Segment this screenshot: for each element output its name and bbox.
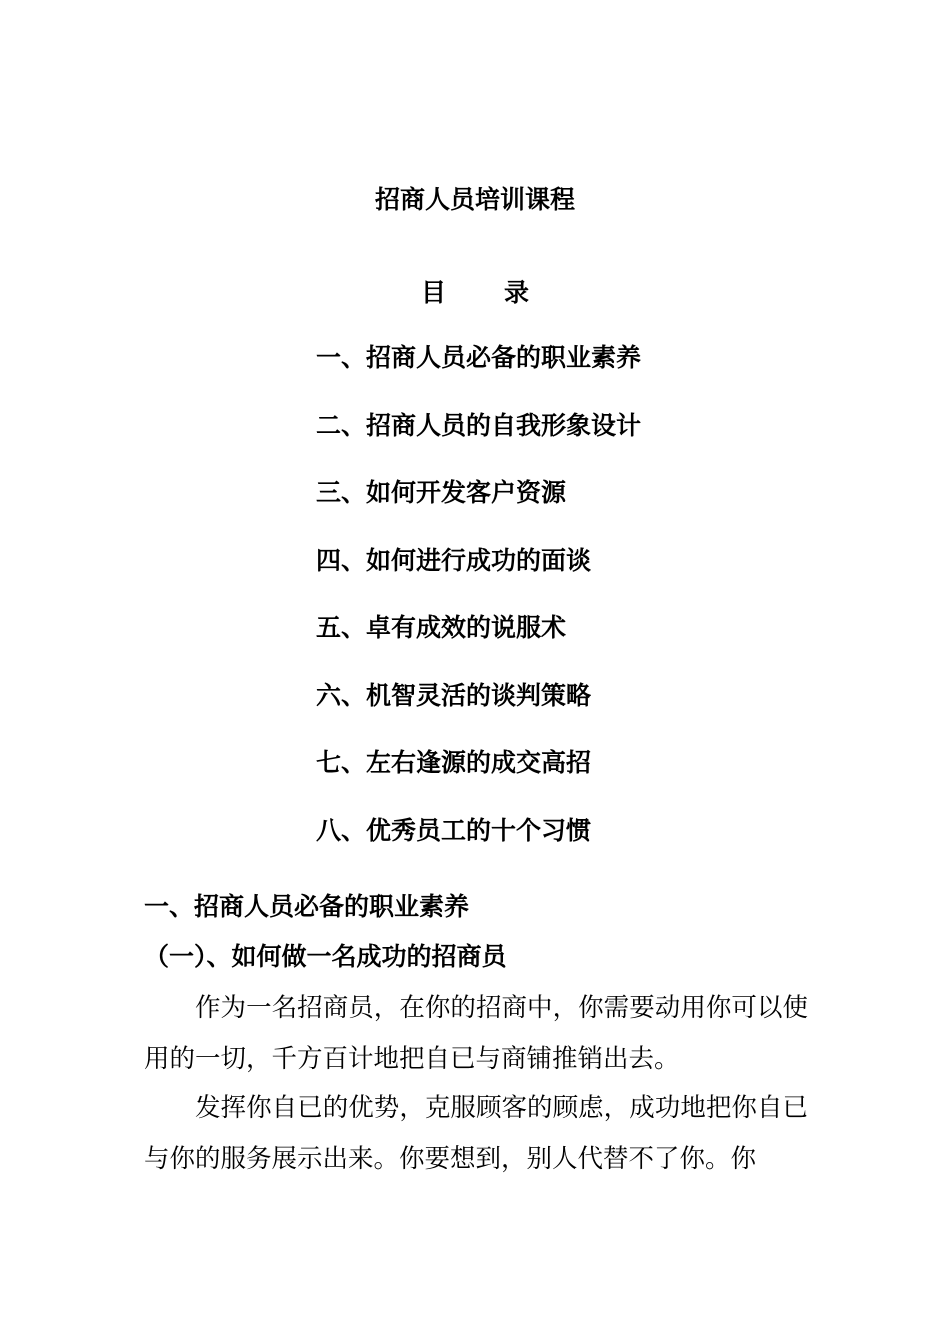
section-heading: 一、招商人员必备的职业素养 xyxy=(144,892,470,921)
toc-item: 三、如何开发客户资源 xyxy=(316,478,567,507)
table-of-contents xyxy=(316,341,641,881)
toc-item: 七、左右逢源的成交高招 xyxy=(316,748,592,777)
toc-item: 四、如何进行成功的面谈 xyxy=(316,545,592,575)
toc-item: 二、招商人员的自我形象设计 xyxy=(316,410,642,440)
toc-item: 五、卓有成效的说服术 xyxy=(316,613,567,642)
toc-item: 一、招商人员必备的职业素养 xyxy=(316,343,642,372)
body-paragraph: 作为一名招商员，在你的招商中，你需要动用你可以使用的一切，千方百计地把自已与商铺推销出去。 xyxy=(144,993,808,1074)
subsection-heading: （一）、如何做一名成功的招商员 xyxy=(144,942,507,971)
toc-item: 八、优秀员工的十个习惯 xyxy=(316,815,592,845)
toc-heading-char-2: 录 xyxy=(504,278,530,307)
toc-item: 六、机智灵活的谈判策略 xyxy=(316,680,592,710)
toc-heading xyxy=(0,276,950,310)
toc-heading-char-1: 目 xyxy=(420,278,446,307)
body-paragraph: 发挥你自已的优势，克服顾客的顾虑，成功地把你自已与你的服务展示出来。你要想到，别人代替不了你。你 xyxy=(144,1093,808,1174)
document-title: 招商人员培训课程 xyxy=(374,185,575,214)
